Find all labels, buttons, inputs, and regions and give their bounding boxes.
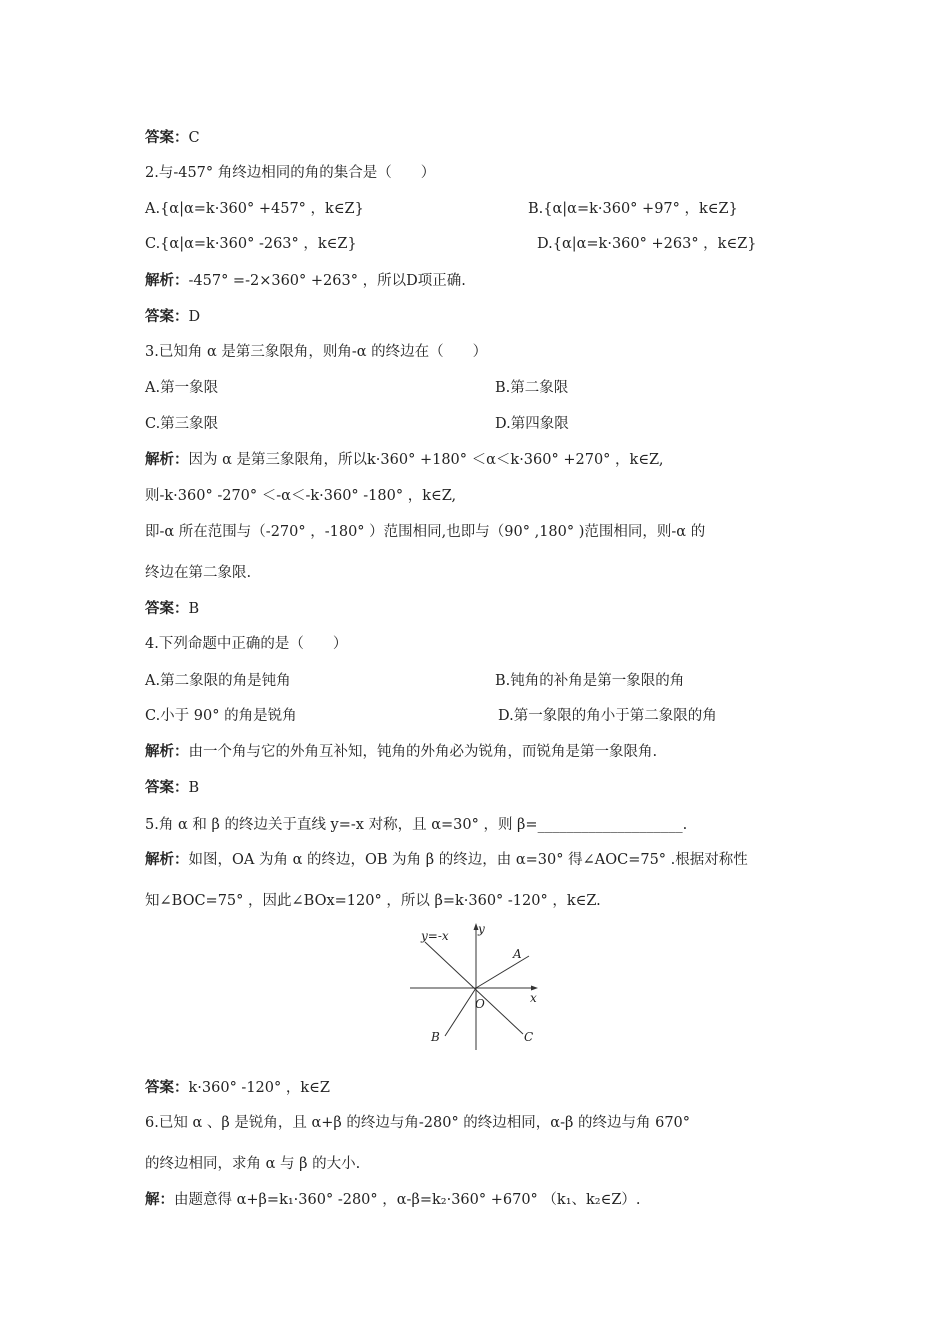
angle-figure [405, 920, 555, 1055]
option-4c: C.小于 90° 的角是锐角 [145, 708, 297, 724]
label-x-axis: x [530, 991, 537, 1005]
x-axis-arrow [531, 986, 538, 991]
answer-1: 答案：C [145, 129, 200, 146]
option-3c: C.第三象限 [145, 416, 219, 432]
option-4b: B.钝角的补角是第一象限的角 [495, 673, 685, 689]
option-4a: A.第二象限的角是钝角 [145, 673, 291, 689]
question-4: 4.下列命题中正确的是（ ） [145, 636, 348, 652]
option-3d: D.第四象限 [495, 416, 569, 432]
label-c: C [524, 1030, 534, 1044]
answer-3: 答案：B [145, 600, 200, 617]
answer-4: 答案：B [145, 779, 200, 796]
label-b: B [431, 1030, 440, 1044]
option-2d: D.{α|α=k·360° +263° ，k∈Z} [537, 236, 757, 252]
question-6-line2: 的终边相同，求角 α 与 β 的大小. [145, 1156, 361, 1172]
label-origin: O [475, 997, 485, 1011]
label-line: y=-x [421, 929, 449, 943]
question-5: 5.角 α 和 β 的终边关于直线 y=-x 对称，且 α=30° ，则 β=____________________. [145, 817, 688, 833]
analysis-5-line1: 解析：如图，OA 为角 α 的终边，OB 为角 β 的终边，由 α=30° 得∠AOC=75° .根据对称性 [145, 851, 748, 868]
solution-6: 解：由题意得 α+β=k₁·360° -280° ，α-β=k₂·360° +670° （k₁、k₂∈Z）. [145, 1191, 641, 1208]
analysis-3-line2: 则-k·360° -270° ＜-α＜-k·360° -180° ，k∈Z, [145, 488, 457, 504]
analysis-2: 解析：-457° =-2×360° +263° ，所以D项正确. [145, 272, 466, 289]
option-3a: A.第一象限 [145, 380, 219, 396]
option-2a: A.{α|α=k·360° +457° ，k∈Z} [145, 201, 364, 217]
analysis-4: 解析：由一个角与它的外角互补知，钝角的外角必为锐角，而锐角是第一象限角. [145, 743, 658, 760]
question-2: 2.与-457° 角终边相同的角的集合是（ ） [145, 165, 436, 181]
option-2b: B.{α|α=k·360° +97° ，k∈Z} [528, 201, 738, 217]
analysis-3-line4: 终边在第二象限. [145, 565, 252, 581]
analysis-3-line1: 解析：因为 α 是第三象限角，所以k·360° +180° ＜α＜k·360° +270° ，k∈Z, [145, 451, 664, 468]
question-6-line1: 6.已知 α 、β 是锐角，且 α+β 的终边与角-280° 的终边相同，α-β 的终边与角 670° [145, 1115, 691, 1131]
analysis-3-line3: 即-α 所在范围与（-270° ，-180° ）范围相同,也即与（90° ,180° )范围相同，则-α 的 [145, 524, 706, 540]
answer-5: 答案：k·360° -120° ，k∈Z [145, 1079, 330, 1096]
question-3: 3.已知角 α 是第三象限角，则角-α 的终边在（ ） [145, 344, 488, 360]
ray-ob [445, 988, 476, 1036]
option-3b: B.第二象限 [495, 380, 569, 396]
answer-2: 答案：D [145, 308, 201, 325]
label-y-axis: y [478, 922, 485, 936]
label-a: A [513, 947, 522, 961]
option-2c: C.{α|α=k·360° -263° ，k∈Z} [145, 236, 357, 252]
analysis-5-line2: 知∠BOC=75° ，因此∠BOx=120° ，所以 β=k·360° -120° ，k∈Z. [145, 893, 601, 909]
option-4d: D.第一象限的角小于第二象限的角 [498, 708, 717, 724]
